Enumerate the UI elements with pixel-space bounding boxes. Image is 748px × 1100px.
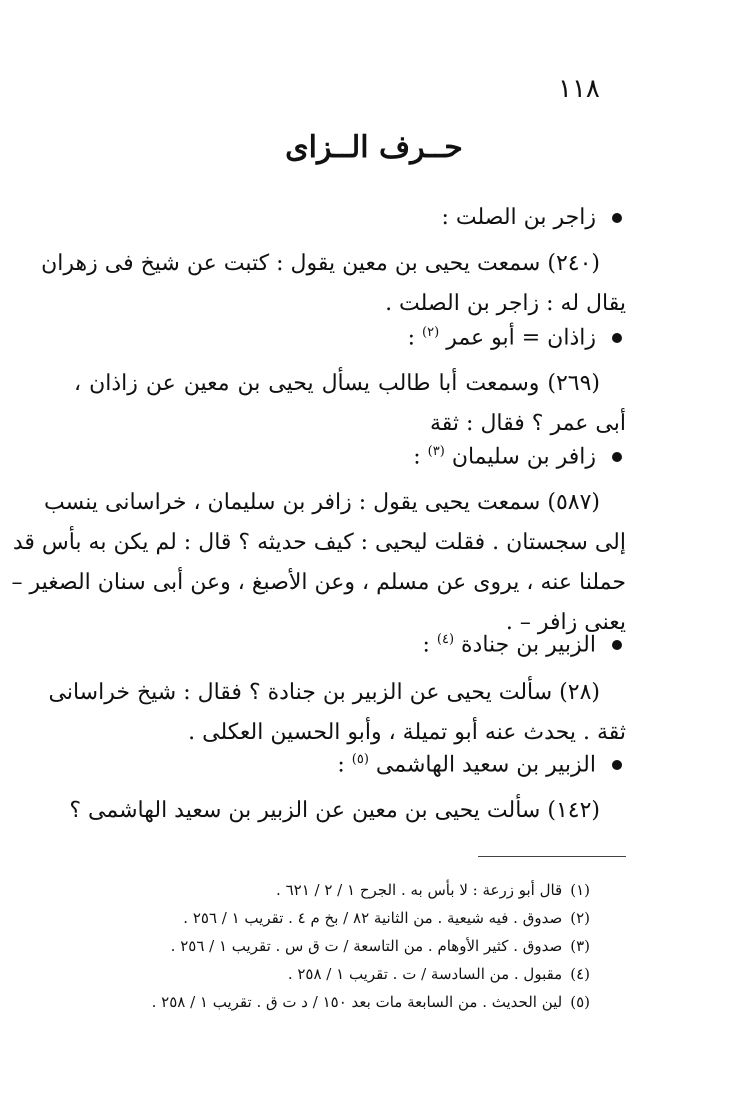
footnote-number: (١) [570,881,590,899]
entry-paragraph [41,244,626,324]
entry-heading-colon: : [407,325,416,351]
paragraph-line: (٢٨) سألت يحيى عن الزبير بن جنادة ؟ فقال : شيخ خراسانى [48,680,600,705]
footnote [100,960,590,988]
paragraph-line: (٥٨٧) سمعت يحيى يقول : زافر بن سليمان ، خراسانى ينسب [44,490,600,515]
entry-heading-colon: : [422,632,430,658]
footnote-text: لين الحديث . من السابعة مات بعد ١٥٠ / د ت ق . تقريب ١ / ٢٥٨ . [151,993,563,1011]
footnote-text: صدوق . كثير الأوهام . من التاسعة / ت ق س . تقريب ١ / ٢٥٦ . [170,937,563,955]
footnote [100,904,590,932]
footnote-number: (٤) [570,965,590,983]
entry-heading-text: الزبير بن جنادة [461,632,596,658]
footnote [100,988,590,1016]
footnote-text: قال أبو زرعة : لا بأس به . الجرح ١ / ٢ / ٦٢١ . [276,881,563,899]
paragraph-line: إلى سجستان . فقلت ليحيى : كيف حديثه ؟ قال : لم يكن به بأس قد [12,530,626,555]
bullet-icon [612,760,622,770]
entry-heading-colon: : [337,752,345,778]
entry-heading-text: زاذان = أبو عمر [446,325,596,351]
footnote-number: (٢) [570,909,590,927]
paragraph-line: يقال له : زاجر بن الصلت . [385,291,626,316]
entry-heading [408,325,622,350]
paragraph-line: (٢٦٩) وسمعت أبا طالب يسأل يحيى بن معين عن زاذان ، [74,371,600,396]
entry-paragraph [48,673,626,753]
paragraph-line: (٢٤٠) سمعت يحيى بن معين يقول : كتبت عن شيخ فى زهران [41,251,600,276]
footnote-separator [478,856,626,857]
bullet-icon [612,213,622,223]
bullet-icon [612,452,622,462]
paragraph-line: ثقة . يحدث عنه أبو تميلة ، وأبو الحسين العكلى . [188,720,626,745]
chapter-title: حــرف الــزاى [285,130,463,165]
footnote-number: (٣) [570,937,590,955]
entry-heading-text: الزبير بن سعيد الهاشمى [375,752,596,778]
entry-paragraph [11,483,626,643]
footnote [100,876,590,904]
footnote-text: صدوق . فيه شيعية . من الثانية ٨٢ / بخ م ٤ . تقريب ١ / ٢٥٦ . [183,909,563,927]
footnote-text: مقبول . من السادسة / ت . تقريب ١ / ٢٥٨ . [287,965,563,983]
entry-heading [441,205,622,230]
bullet-icon [612,640,622,650]
paragraph-line: (١٤٢) سألت يحيى بن معين عن الزبير بن سعيد الهاشمى ؟ [69,798,600,823]
footnotes [100,876,590,1016]
footnote-marker: (٥) [351,752,369,767]
footnote-marker: (٤) [436,632,455,647]
footnote-marker: (٣) [427,444,445,459]
entry-paragraph [74,364,626,444]
paragraph-line: يعنى زافر – . [505,610,626,635]
entry-heading [337,752,622,777]
paragraph-line: أبى عمر ؟ فقال : ثقة [430,411,626,436]
page-number: ١١٨ [558,74,600,104]
bullet-icon [612,333,622,343]
entry-heading-text: زاجر بن الصلت : [441,205,596,230]
entry-heading-text: زافر بن سليمان [451,444,596,470]
footnote-marker: (٢) [422,325,440,340]
footnote [100,932,590,960]
entry-heading [422,632,622,657]
footnote-number: (٥) [570,993,590,1011]
paragraph-line: حملنا عنه ، يروى عن مسلم ، وعن الأصبغ ، وعن أبى سنان الصغير – [11,570,626,595]
entry-paragraph [69,791,626,831]
entry-heading-colon: : [413,444,421,470]
entry-heading [413,444,622,469]
